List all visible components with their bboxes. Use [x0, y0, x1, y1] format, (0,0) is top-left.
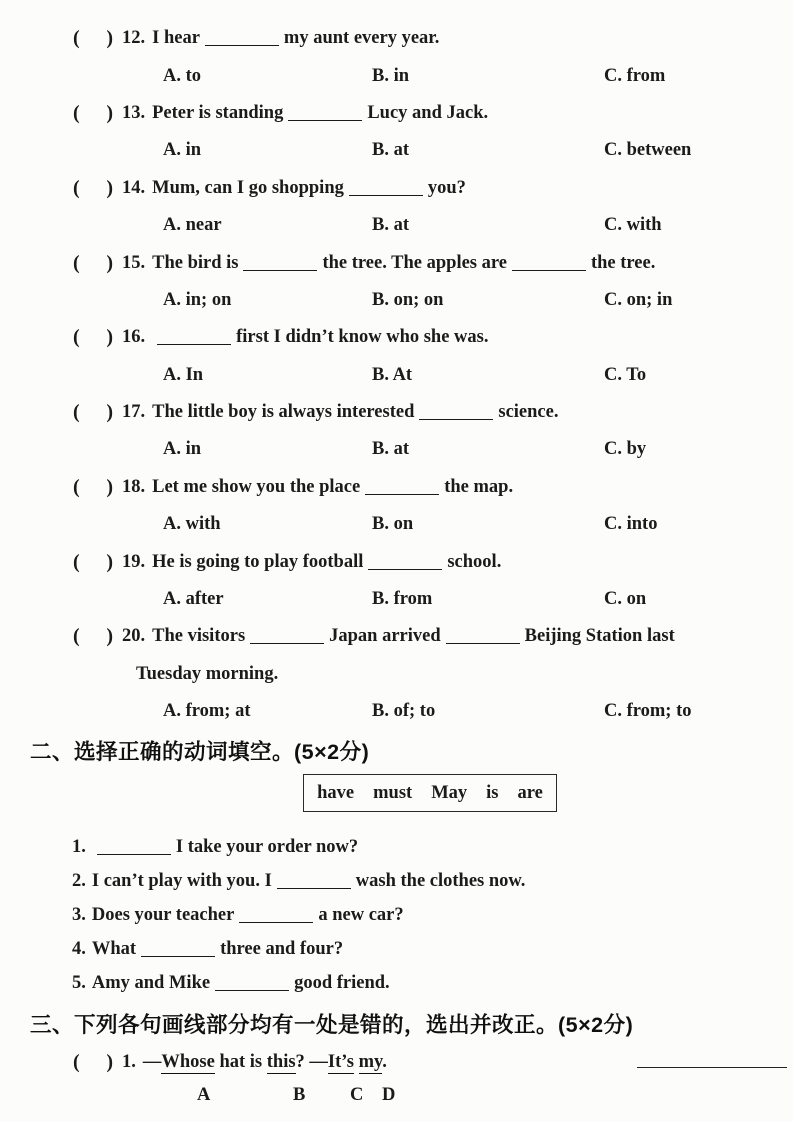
mcq-question — [0, 469, 793, 544]
question-number: 13. — [122, 102, 146, 123]
item-text-part: good friend. — [294, 972, 390, 993]
mcq-question — [0, 618, 793, 730]
option-a[interactable]: A. from; at — [163, 701, 251, 722]
mcq-question — [0, 244, 793, 319]
correction-answer-line[interactable] — [637, 1067, 787, 1068]
question-number: 20. — [122, 626, 146, 647]
question-number: 17. — [122, 402, 146, 423]
question-text — [152, 28, 439, 49]
question-text-part: Japan arrived — [329, 626, 441, 647]
item-text-part: Does your teacher — [91, 904, 235, 925]
question-text — [152, 103, 488, 124]
option-b[interactable]: B. from — [372, 589, 433, 610]
item-text-part: Amy and Mike — [91, 972, 211, 993]
fill-blank[interactable] — [157, 331, 231, 345]
options-row — [0, 506, 793, 543]
options-row — [0, 357, 793, 394]
question-number: 18. — [122, 476, 146, 497]
option-b[interactable]: B. at — [372, 439, 409, 460]
sentence-text — [354, 1052, 359, 1072]
letter-choice-b[interactable]: B — [293, 1084, 306, 1105]
question-line — [0, 95, 793, 132]
options-row — [0, 693, 793, 730]
option-c[interactable]: C. on; in — [604, 289, 673, 310]
question-line — [0, 394, 793, 431]
close-paren-icon: ) — [106, 251, 113, 274]
question-text-part: first I didn’t know who she was. — [236, 327, 489, 348]
section3-heading-text: 三、下列各句画线部分均有一处是错的，选出并改正。(5×2分) — [30, 1012, 634, 1037]
question-text — [152, 178, 466, 199]
open-paren-icon: ( — [73, 1050, 80, 1073]
section3-question1 — [0, 1042, 793, 1082]
letter-choice-a[interactable]: A — [197, 1084, 211, 1105]
option-a[interactable]: A. with — [163, 514, 221, 535]
fill-blank[interactable] — [239, 909, 313, 923]
underlined-word: my — [358, 1051, 383, 1072]
item-text-part: I take your order now? — [175, 836, 359, 857]
option-b[interactable]: B. in — [372, 65, 410, 86]
option-b[interactable]: B. at — [372, 215, 409, 236]
answer-brackets[interactable] — [73, 476, 113, 499]
item-number: 1. — [72, 836, 86, 857]
underlined-word: It’s — [327, 1051, 354, 1072]
fill-blank[interactable] — [365, 481, 439, 495]
question-text-part: The visitors — [152, 626, 246, 647]
question-number: 12. — [122, 28, 146, 49]
fill-blank[interactable] — [288, 107, 362, 121]
question-text-part: the tree. The apples are — [322, 252, 507, 273]
question-text-part: Mum, can I go shopping — [152, 177, 344, 198]
fill-in-item — [0, 966, 793, 1000]
question-line — [0, 20, 793, 57]
fill-blank[interactable] — [277, 875, 351, 889]
option-c[interactable]: C. between — [604, 140, 692, 161]
fill-blank[interactable] — [97, 841, 171, 855]
section3-heading — [0, 1007, 793, 1039]
question-text-part: the map. — [444, 476, 514, 497]
question-number: 19. — [122, 551, 146, 572]
question-text — [152, 402, 558, 423]
underlined-word: Whose — [161, 1051, 215, 1072]
answer-brackets[interactable] — [73, 102, 113, 125]
fill-blank[interactable] — [141, 943, 215, 957]
sentence-text: ? — — [295, 1051, 328, 1072]
fill-blank[interactable] — [512, 257, 586, 271]
close-paren-icon: ) — [106, 625, 113, 648]
underlined-word: this — [266, 1051, 296, 1072]
options-row — [0, 57, 793, 94]
question-text — [152, 327, 488, 348]
item-number: 5. — [72, 972, 86, 993]
answer-brackets[interactable] — [73, 401, 113, 424]
open-paren-icon: ( — [73, 401, 80, 424]
options-row — [0, 207, 793, 244]
open-paren-icon: ( — [73, 550, 80, 573]
question-line — [0, 543, 793, 580]
options-row — [0, 431, 793, 468]
question-text — [152, 552, 501, 573]
answer-brackets[interactable] — [73, 326, 113, 349]
fill-blank[interactable] — [446, 630, 520, 644]
question-continuation-line — [0, 656, 793, 693]
close-paren-icon: ) — [106, 401, 113, 424]
item-text — [92, 871, 526, 892]
section3-letter-row — [0, 1082, 793, 1108]
fill-blank[interactable] — [368, 556, 442, 570]
section2-heading — [0, 734, 793, 766]
item-text-part: What — [91, 938, 137, 959]
item-number: 3. — [72, 904, 86, 925]
item-number: 4. — [72, 938, 86, 959]
answer-brackets[interactable] — [73, 551, 113, 574]
options-row — [0, 581, 793, 618]
option-b[interactable]: B. At — [372, 364, 413, 385]
word-bank-word[interactable]: must — [373, 782, 413, 803]
open-paren-icon: ( — [73, 101, 80, 124]
question-text-part: science. — [498, 402, 559, 423]
mcq-question — [0, 20, 793, 95]
open-paren-icon: ( — [73, 326, 80, 349]
question-text-part: I hear — [152, 28, 200, 49]
question-number: 16. — [122, 327, 146, 348]
question-text-part: The bird is — [152, 252, 239, 273]
fill-in-item — [0, 932, 793, 966]
open-paren-icon: ( — [73, 251, 80, 274]
letter-choice-c[interactable]: C — [350, 1084, 364, 1105]
open-paren-icon: ( — [73, 176, 80, 199]
question-continuation-text: Tuesday morning. — [136, 663, 279, 684]
option-b[interactable]: B. on — [372, 514, 414, 535]
answer-brackets[interactable] — [73, 1051, 113, 1074]
option-a[interactable]: A. in — [163, 140, 202, 161]
answer-brackets[interactable] — [73, 625, 113, 648]
options-row — [0, 132, 793, 169]
option-c[interactable]: C. To — [604, 364, 647, 385]
option-c[interactable]: C. by — [604, 439, 647, 460]
word-bank-word[interactable]: is — [486, 782, 499, 803]
close-paren-icon: ) — [106, 176, 113, 199]
question-text-part: the tree. — [590, 252, 656, 273]
option-a[interactable]: A. near — [163, 215, 222, 236]
item-number: 2. — [72, 870, 86, 891]
question-text — [152, 477, 513, 498]
item-text — [92, 939, 343, 960]
question-text-part: my aunt every year. — [283, 28, 440, 49]
sentence-text: . — [382, 1051, 387, 1072]
fill-blank[interactable] — [243, 257, 317, 271]
close-paren-icon: ) — [106, 101, 113, 124]
question-text-part: Let me show you the place — [152, 476, 361, 497]
question-text-part: Peter is standing — [152, 102, 284, 123]
mcq-question — [0, 95, 793, 170]
option-c[interactable]: C. from; to — [604, 701, 692, 722]
option-a[interactable]: A. to — [163, 65, 202, 86]
fill-blank[interactable] — [419, 406, 493, 420]
open-paren-icon: ( — [73, 625, 80, 648]
word-bank-box — [303, 774, 557, 812]
option-c[interactable]: C. from — [604, 65, 666, 86]
question-number: 15. — [122, 252, 146, 273]
mcq-question — [0, 319, 793, 394]
fill-blank[interactable] — [349, 182, 423, 196]
question-line — [0, 319, 793, 356]
option-c[interactable]: C. with — [604, 215, 662, 236]
question-text — [152, 253, 655, 274]
option-a[interactable]: A. in; on — [163, 289, 232, 310]
question-line — [0, 244, 793, 281]
fill-in-item — [0, 830, 793, 864]
sentence-text: — — [142, 1051, 162, 1072]
fill-blank[interactable] — [250, 630, 324, 644]
options-row — [0, 282, 793, 319]
mcq-question — [0, 394, 793, 469]
option-c[interactable]: C. on — [604, 589, 647, 610]
open-paren-icon: ( — [73, 475, 80, 498]
item-text-part: wash the clothes now. — [355, 870, 526, 891]
question-text — [152, 626, 675, 647]
word-bank-word[interactable]: are — [517, 782, 543, 803]
question-line — [0, 170, 793, 207]
item-text — [92, 837, 358, 858]
item-text-part: I can’t play with you. I — [91, 870, 272, 891]
fill-in-item — [0, 898, 793, 932]
question-text-part: Lucy and Jack. — [367, 102, 489, 123]
fill-in-item — [0, 864, 793, 898]
fill-blank[interactable] — [215, 977, 289, 991]
option-c[interactable]: C. into — [604, 514, 658, 535]
item-text-part: three and four? — [220, 938, 344, 959]
question-text-part: Beijing Station last — [524, 626, 675, 647]
question-text-part: He is going to play football — [152, 551, 364, 572]
close-paren-icon: ) — [106, 475, 113, 498]
option-a[interactable]: A. after — [163, 589, 224, 610]
section2-heading-text: 二、选择正确的动词填空。(5×2分) — [30, 739, 370, 764]
option-b[interactable]: B. on; on — [372, 289, 444, 310]
option-b[interactable]: B. of; to — [372, 701, 436, 722]
question-line — [0, 469, 793, 506]
word-bank-word[interactable]: have — [317, 782, 355, 803]
sentence-text: hat is — [214, 1051, 267, 1072]
question-line — [0, 618, 793, 655]
item-text-part: a new car? — [318, 904, 404, 925]
sentence-with-underlines — [143, 1052, 387, 1073]
option-a[interactable]: A. In — [163, 364, 204, 385]
item-text — [92, 973, 390, 994]
answer-brackets[interactable] — [73, 27, 113, 50]
close-paren-icon: ) — [106, 550, 113, 573]
question-number: 14. — [122, 177, 146, 198]
item-text — [92, 905, 404, 926]
mcq-question — [0, 543, 793, 618]
section2-items — [0, 830, 793, 1000]
answer-brackets[interactable] — [73, 177, 113, 200]
close-paren-icon: ) — [106, 326, 113, 349]
question-text-part: you? — [427, 177, 466, 198]
word-bank-word[interactable]: May — [431, 782, 468, 803]
option-a[interactable]: A. in — [163, 439, 202, 460]
close-paren-icon: ) — [106, 27, 113, 50]
open-paren-icon: ( — [73, 27, 80, 50]
question-text-part: school. — [447, 551, 502, 572]
fill-blank[interactable] — [205, 32, 279, 46]
answer-brackets[interactable] — [73, 252, 113, 275]
mcq-question — [0, 170, 793, 245]
question-number: 1. — [122, 1051, 136, 1072]
option-b[interactable]: B. at — [372, 140, 409, 161]
letter-choice-d[interactable]: D — [382, 1084, 396, 1105]
question-text-part: The little boy is always interested — [152, 402, 415, 423]
close-paren-icon: ) — [106, 1050, 113, 1073]
